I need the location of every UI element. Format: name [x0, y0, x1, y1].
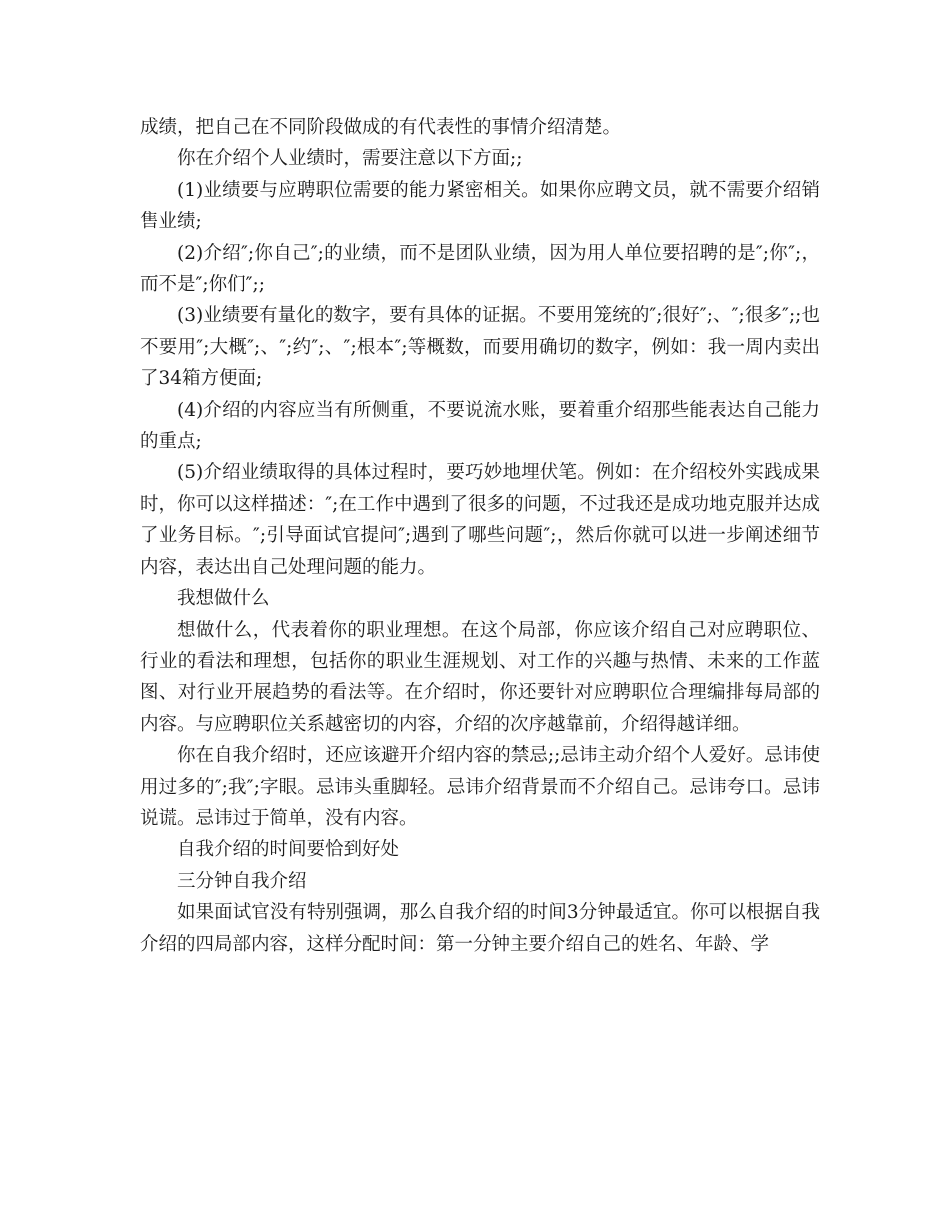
paragraph: 想做什么，代表着你的职业理想。在这个局部，你应该介绍自己对应聘职位、行业的看法和理想，包括你的职业生涯规划、对工作的兴趣与热情、未来的工作蓝图、对行业开展趋势的看法等。在介绍时，你还要针对应聘职位合理编排每局部的内容。与应聘职位关系越密切的内容，介绍的次序越靠前，介绍得越详细。: [140, 619, 820, 735]
paragraph: 你在介绍个人业绩时，需要注意以下方面;;: [177, 148, 523, 170]
paragraph: (3)业绩要有量化的数字，要有具体的证据。不要用笼统的″;很好″;、″;很多″;;也不要用″;大概″;、″;约″;、″;根本″;等概数，而要用确切的数字，例如：我一周内卖出了34箱方便面;: [140, 305, 820, 390]
section-heading: 自我介绍的时间要恰到好处: [177, 839, 400, 861]
paragraph: (2)介绍″;你自己″;的业绩，而不是团队业绩，因为用人单位要招聘的是″;你″;，而不是″;你们″;;: [140, 242, 820, 296]
paragraph: 你在自我介绍时，还应该避开介绍内容的禁忌;;忌讳主动介绍个人爱好。忌讳使用过多的″;我″;字眼。忌讳头重脚轻。忌讳介绍背景而不介绍自己。忌讳夸口。忌讳说谎。忌讳过于简单，没有内容。: [140, 745, 820, 829]
section-heading: 我想做什么: [177, 588, 270, 610]
paragraph: (1)业绩要与应聘职位需要的能力紧密相关。如果你应聘文员，就不需要介绍销售业绩;: [140, 179, 820, 233]
paragraph: 如果面试官没有特别强调，那么自我介绍的时间3分钟最适宜。你可以根据自我介绍的四局部内容，这样分配时间：第一分钟主要介绍自己的姓名、年龄、学: [140, 902, 820, 955]
document-body: [140, 112, 820, 960]
paragraph: (4)介绍的内容应当有所侧重，不要说流水账，要着重介绍那些能表达自己能力的重点;: [140, 399, 820, 453]
paragraph: 成绩，把自己在不同阶段做成的有代表性的事情介绍清楚。: [140, 117, 622, 138]
section-heading: 三分钟自我介绍: [177, 870, 307, 892]
paragraph: (5)介绍业绩取得的具体过程时，要巧妙地埋伏笔。例如：在介绍校外实践成果时，你可以这样描述：″;在工作中遇到了很多的问题，不过我还是成功地克服并达成了业务目标。″;引导面试官提问″;遇到了哪些问题″;，然后你就可以进一步阐述细节内容，表达出自己处理问题的能力。: [140, 462, 820, 578]
